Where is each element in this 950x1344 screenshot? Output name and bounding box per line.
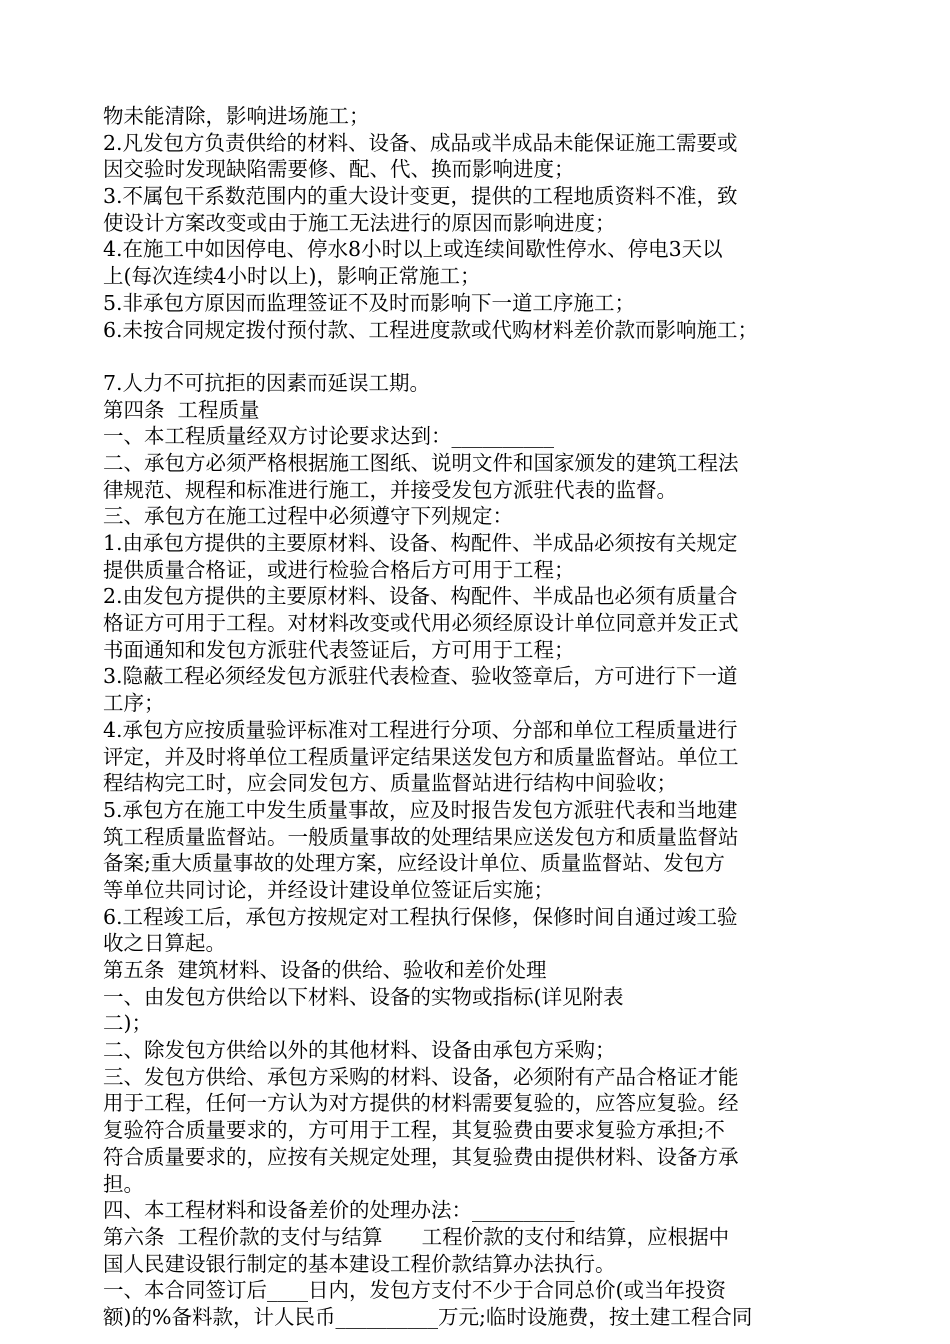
text-line: 书面通知和发包方派驻代表签证后，方可用于工程； [103,637,575,662]
text-line: 额)的%备料款，计人民币__________万元;临时设施费，按土建工程合同 [103,1304,753,1329]
text-line: 2.凡发包方负责供给的材料、设备、成品或半成品未能保证施工需要或 [103,130,738,155]
text-line: 三、承包方在施工过程中必须遵守下列规定： [103,504,513,529]
text-line: 2.由发包方提供的主要原材料、设备、构配件、半成品也必须有质量合 [103,584,738,609]
text-line: 国人民建设银行制定的基本建设工程价款结算办法执行。 [103,1251,616,1276]
section-heading: 第五条 建筑材料、设备的供给、验收和差价处理 [103,958,547,982]
text-line: 二、承包方必须严格根据施工图纸、说明文件和国家颁发的建筑工程法 [103,450,739,475]
text-line: 1.由承包方提供的主要原材料、设备、构配件、半成品必须按有关规定 [103,531,738,555]
text-line: 3.不属包干系数范围内的重大设计变更，提供的工程地质资料不准，致 [103,184,738,209]
text-line: 因交验时发现缺陷需要修、配、代、换而影响进度； [103,157,575,182]
text-line: 7.人力不可抗拒的因素而延误工期。 [103,370,431,395]
section-heading: 第六条 工程价款的支付与结算 工程价款的支付和结算，应根据中 [103,1224,730,1249]
section-heading: 第四条 工程质量 [103,397,260,422]
text-line: 提供质量合格证，或进行检验合格后方可用于工程； [103,557,575,582]
text-line: 4.在施工中如因停电、停水8小时以上或连续间歇性停水、停电3天以 [103,237,723,262]
text-line: 符合质量要求的，应按有关规定处理，其复验费由提供材料、设备方承 [103,1144,739,1169]
text-line: 收之日算起。 [103,931,226,956]
text-line: 评定，并及时将单位工程质量评定结果送发包方和质量监督站。单位工 [103,744,739,769]
text-line: 一、由发包方供给以下材料、设备的实物或指标(详见附表 [103,984,624,1009]
text-line: 格证方可用于工程。对材料改变或代用必须经原设计单位同意并发正式 [103,611,739,636]
text-line: 三、发包方供给、承包方采购的材料、设备，必须附有产品合格证才能 [103,1064,739,1089]
text-line: 二、除发包方供给以外的其他材料、设备由承包方采购； [103,1038,616,1063]
text-line: 担。 [103,1171,144,1196]
text-line: 律规范、规程和标准进行施工，并接受发包方派驻代表的监督。 [103,477,677,502]
text-line: 筑工程质量监督站。一般质量事故的处理结果应送发包方和质量监督站 [103,824,739,849]
text-line: 4.承包方应按质量验评标准对工程进行分项、分部和单位工程质量进行 [103,717,738,742]
text-line: 备案;重大质量事故的处理方案，应经设计单位、质量监督站、发包方 [103,851,725,876]
text-line: 5.非承包方原因而监理签证不及时而影响下一道工序施工； [103,290,636,315]
text-line: 6.工程竣工后，承包方按规定对工程执行保修，保修时间自通过竣工验 [103,904,738,929]
text-line: 6.未按合同规定拨付预付款、工程进度款或代购材料差价款而影响施工； [103,317,759,342]
text-line: 一、本合同签订后____日内，发包方支付不少于合同总价(或当年投资 [103,1278,726,1303]
document-page [103,103,863,1331]
text-line: 一、本工程质量经双方讨论要求达到：__________ [103,424,554,449]
text-line: 用于工程，任何一方认为对方提供的材料需要复验的，应答应复验。经 [103,1091,739,1116]
text-line: 程结构完工时，应会同发包方、质量监督站进行结构中间验收； [103,771,677,796]
text-line: 工序； [103,691,165,716]
text-line: 物未能清除，影响进场施工； [103,104,370,128]
text-line: 四、本工程材料和设备差价的处理办法：__________ [103,1198,575,1223]
text-line: 等单位共同讨论，并经设计建设单位签证后实施； [103,877,554,902]
text-line: 二)； [103,1011,152,1036]
text-line: 3.隐蔽工程必须经发包方派驻代表检查、验收签章后，方可进行下一道 [103,664,738,689]
text-line: 复验符合质量要求的，方可用于工程，其复验费由要求复验方承担;不 [103,1118,725,1143]
text-line: 5.承包方在施工中发生质量事故，应及时报告发包方派驻代表和当地建 [103,797,738,822]
text-line: 使设计方案改变或由于施工无法进行的原因而影响进度； [103,210,616,235]
text-line: 上(每次连续4小时以上)，影响正常施工； [103,264,481,289]
